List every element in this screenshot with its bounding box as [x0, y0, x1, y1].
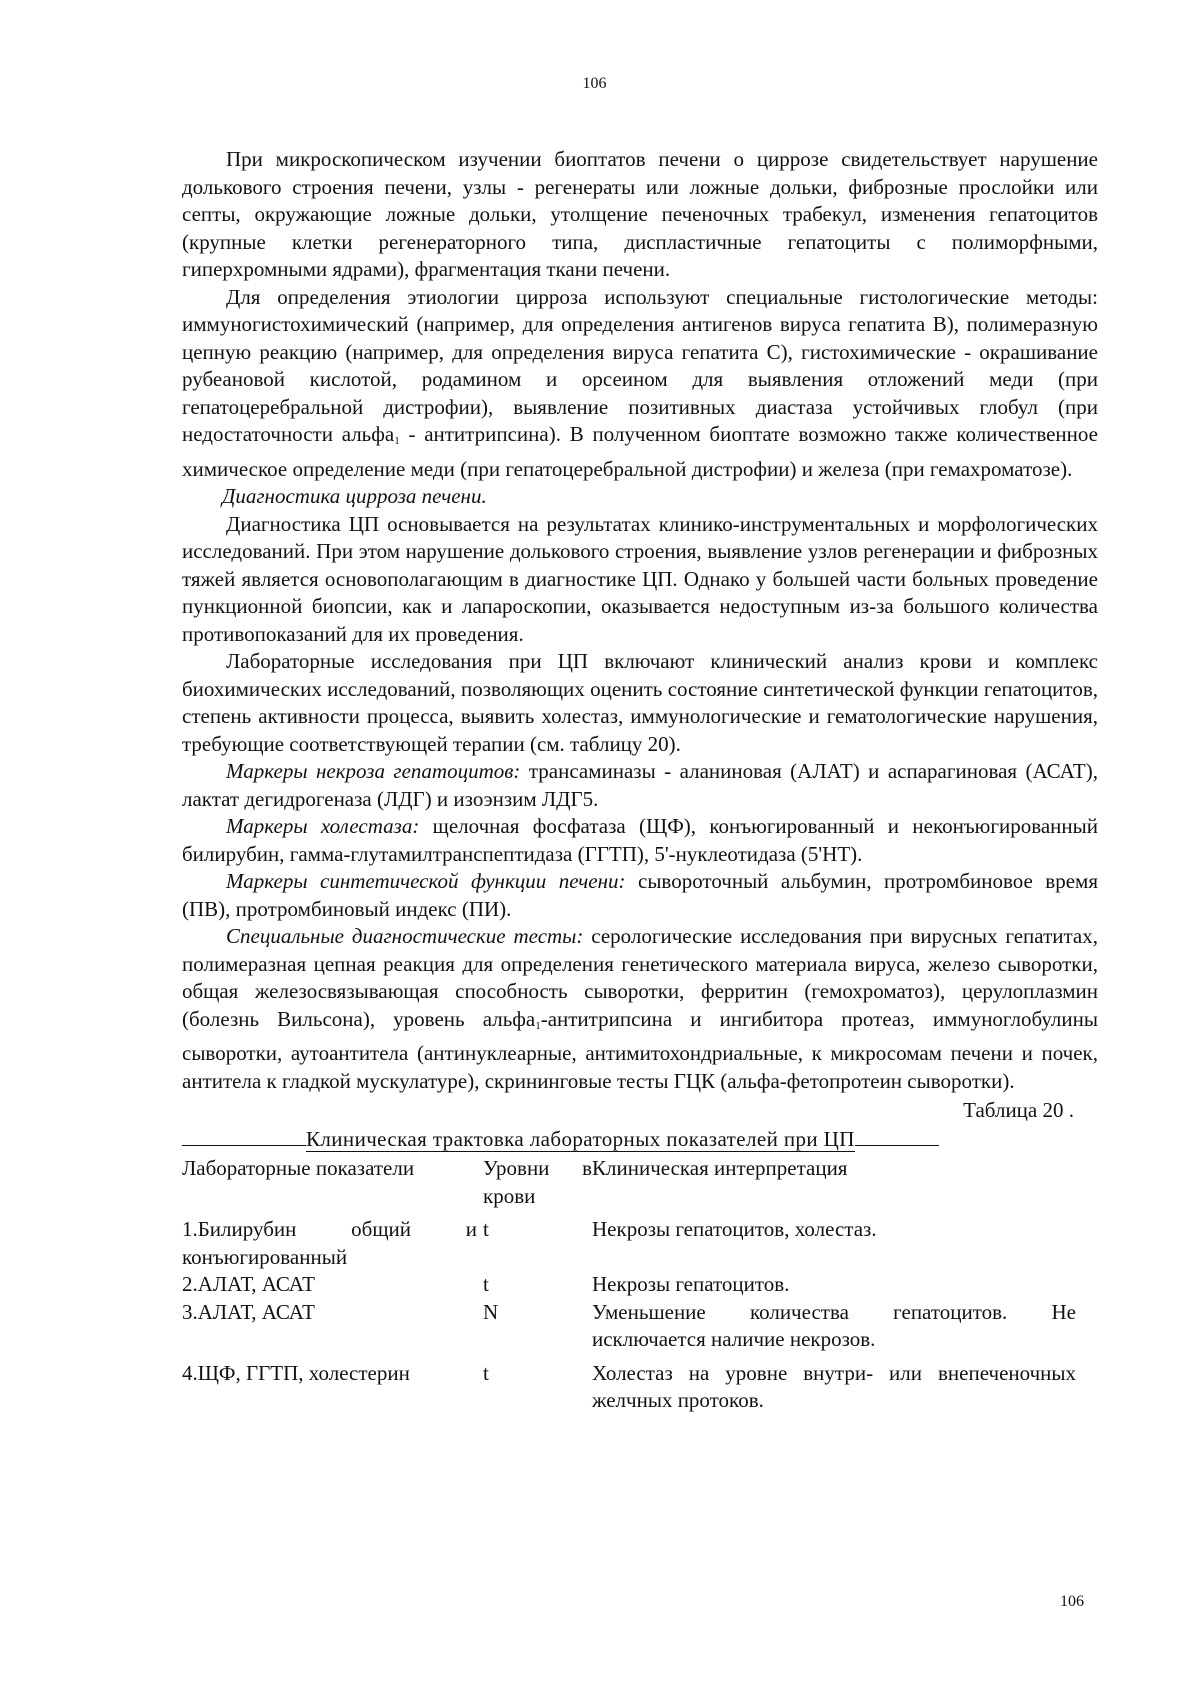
header-levels: Уровни в крови	[483, 1156, 592, 1208]
page-content	[182, 146, 1098, 1415]
table-row	[182, 1299, 1076, 1354]
cell-indicator: 1.Билирубин общий и конъюгированный	[182, 1217, 477, 1269]
subscript-one-b: 1	[535, 1019, 541, 1032]
cell-indicator: 3.АЛАТ, АСАТ	[182, 1299, 315, 1324]
paragraph-necrosis-markers	[182, 758, 1098, 813]
table-caption: Таблица 20 .	[963, 1098, 1074, 1122]
paragraph-special-tests	[182, 923, 1098, 1095]
cell-level: N	[483, 1299, 499, 1324]
cell-interpretation: Уменьшение количества гепатоцитов. Не исключается наличие некрозов.	[592, 1299, 1076, 1351]
cell-level: t	[483, 1272, 489, 1296]
cell-interpretation: Некрозы гепатоцитов, холестаз.	[592, 1217, 877, 1241]
lab-table	[182, 1155, 1076, 1415]
cell-level: t	[483, 1217, 489, 1241]
table-title: Клиническая трактовка лабораторных показателей при ЦП	[306, 1126, 855, 1151]
title-underline-left	[182, 1125, 306, 1146]
header-interpretation: Клиническая интерпретация	[592, 1156, 848, 1180]
paragraph-lab-tests: Лабораторные исследования при ЦП включают клинический анализ крови и комплекс биохимических исследований, позволяющих оценить состояние синтетической функции гепатоцитов, степень активности процесса, выявить холестаз, иммунологические и гематологические нарушения, требующие соответствующей терапии (см. таблицу 20).	[182, 649, 1098, 756]
table-header-row	[182, 1155, 1076, 1210]
page-number-top: 106	[582, 75, 607, 92]
header-indicators: Лабораторные показатели	[182, 1156, 415, 1180]
table-row	[182, 1271, 1076, 1299]
special-tests-label: Специальные диагностические тесты:	[226, 924, 584, 948]
page-number-bottom: 106	[1060, 1593, 1084, 1610]
paragraph-etiology	[182, 284, 1098, 484]
table-title-line	[182, 1125, 1098, 1154]
paragraph-etiology-text-b: - антитрипсина). В полученном биоптате возможно также количественное химическое определение меди (при гепатоцеребральной дистрофии) и железа (при гемахроматозе).	[182, 422, 1098, 481]
cell-interpretation: Холестаз на уровне внутри- или внепеченочных желчных протоков.	[592, 1360, 1076, 1412]
special-tests-text-b: -антитрипсина и ингибитора протеаз, иммуноглобулины сыворотки, аутоантитела (антинуклеарные, антимитохондриальные, к микросомам печени и почек, антитела к гладкой мускулатуре), скрининговые тесты ГЦК (альфа-фетопротеин сыворотки).	[182, 1006, 1098, 1093]
paragraph-diagnostics: Диагностика ЦП основывается на результатах клинико-инструментальных и морфологических исследований. При этом нарушение долькового строения, выявление узлов регенерации и фиброзных тяжей является основополагающим в диагностике ЦП. Однако у большей части больных проведение пункционной биопсии, как и лапароскопии, оказывается недоступным из-за большого количества противопоказаний для их проведения.	[182, 511, 1098, 646]
cholestasis-markers-text: щелочная фосфатаза (ЩФ), конъюгированный и неконъюгированный билирубин, гамма-глутамилтранспептидаза (ГГТП), 5'-нуклеотидаза (5'НТ).	[182, 814, 1099, 866]
necrosis-markers-text: трансаминазы - аланиновая (АЛАТ) и аспарагиновая (АСАТ), лактат дегидрогеназа (ЛДГ) и изоэнзим ЛДГ5.	[182, 759, 1098, 811]
cell-indicator: 4.ЩФ, ГГТП, холестерин	[182, 1360, 410, 1385]
table-row	[182, 1354, 1076, 1415]
synthetic-markers-text: сывороточный альбумин, протромбиновое время (ПВ), протромбиновый индекс (ПИ).	[182, 869, 1098, 921]
necrosis-markers-label: Маркеры некроза гепатоцитов:	[226, 759, 521, 783]
cell-interpretation: Некрозы гепатоцитов.	[592, 1272, 790, 1296]
table-row	[182, 1210, 1076, 1271]
cell-level: t	[483, 1360, 489, 1385]
section-heading: Диагностика цирроза печени.	[222, 484, 487, 508]
cholestasis-markers-label: Маркеры холестаза:	[226, 814, 420, 838]
synthetic-markers-label: Маркеры синтетической функции печени:	[226, 869, 626, 893]
paragraph-etiology-text-a: Для определения этиологии цирроза используют специальные гистологические методы: иммуногистохимический (например, для определения антигенов вируса гепатита В), полимеразную цепную реакцию (например, для определения вируса гепатита С), гистохимические - окрашивание рубеановой кислотой, родамином и орсеином для выявления отложений меди (при гепатоцеребральной дистрофии), выявление позитивных диастаза устойчивых глобул (при недостаточности альфа	[182, 284, 1098, 446]
title-underline-right	[855, 1125, 939, 1146]
paragraph-cholestasis-markers	[182, 813, 1098, 868]
cell-indicator: 2.АЛАТ, АСАТ	[182, 1272, 315, 1296]
paragraph-synthetic-markers	[182, 868, 1098, 923]
subscript-one: 1	[394, 435, 400, 447]
special-tests-text-a: серологические исследования при вирусных гепатитах, полимеразная цепная реакция для определения генетического материала вируса, железо сыворотки, общая железосвязывающая способность сыворотки, ферритин (гемохроматоз), церулоплазмин (болезнь Вильсона), уровень альфа	[182, 924, 1098, 1031]
paragraph-microscopy: При микроскопическом изучении биоптатов печени о циррозе свидетельствует нарушение долькового строения печени, узлы - регенераты или ложные дольки, фиброзные прослойки или септы, окружающие ложные дольки, утолщение печеночных трабекул, изменения гепатоцитов (крупные клетки регенераторного типа, диспластичные гепатоциты с полиморфными, гиперхромными ядрами), фрагментация ткани печени.	[182, 147, 1098, 281]
